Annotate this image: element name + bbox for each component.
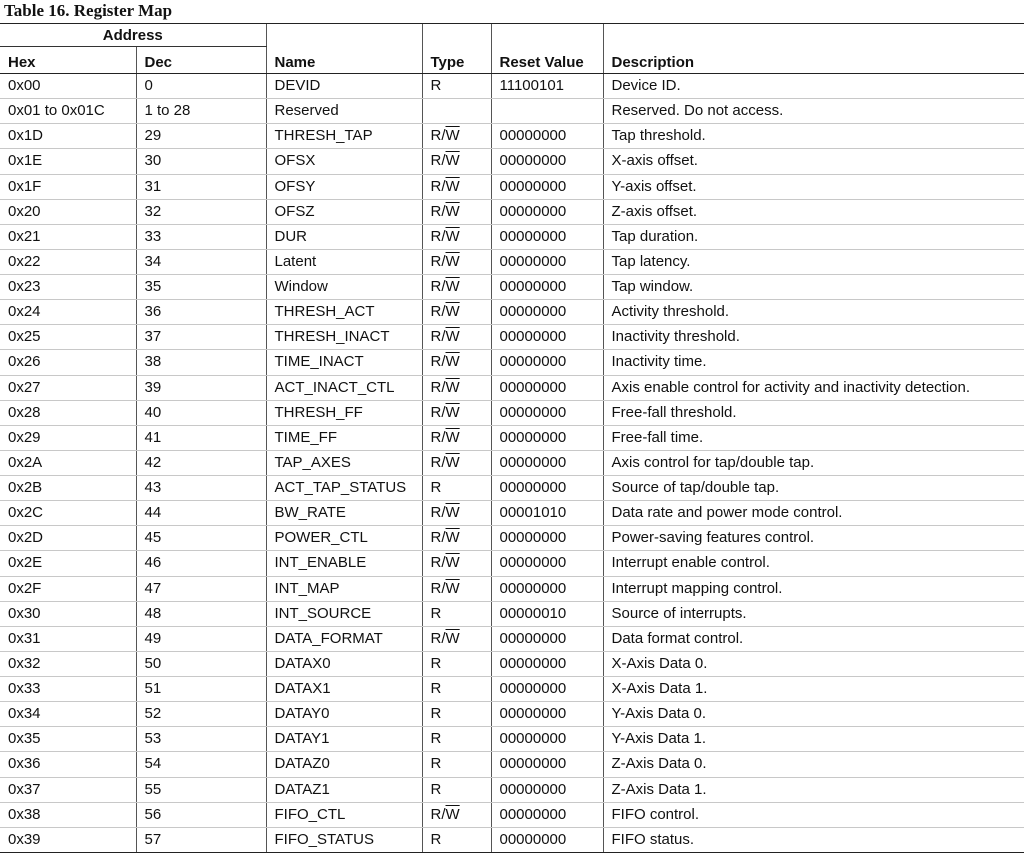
dec-cell: 56 <box>136 802 266 827</box>
dec-cell: 43 <box>136 476 266 501</box>
table-row <box>0 350 1024 375</box>
type-cell <box>422 224 491 249</box>
name-cell: DATAY1 <box>266 727 422 752</box>
type-write-overbar: $\overline{W}$ <box>445 227 460 245</box>
type-prefix: R/ <box>430 353 446 371</box>
type-cell <box>422 576 491 601</box>
dec-cell: 57 <box>136 827 266 852</box>
table-row <box>0 400 1024 425</box>
dec-cell: 48 <box>136 601 266 626</box>
hex-cell: 0x2B <box>0 476 136 501</box>
hex-cell: 0x2E <box>0 551 136 576</box>
type-prefix: R/ <box>430 278 446 296</box>
description-cell: Source of interrupts. <box>603 601 1024 626</box>
dec-cell: 45 <box>136 526 266 551</box>
type-write-overbar: $\overline{W}$ <box>445 278 460 296</box>
reset-value-cell: 00000000 <box>491 249 603 274</box>
description-cell: Y-Axis Data 1. <box>603 727 1024 752</box>
type-cell: R <box>422 476 491 501</box>
type-cell <box>422 425 491 450</box>
type-cell: R <box>422 702 491 727</box>
reset-value-cell: 00000000 <box>491 450 603 475</box>
name-cell: ACT_TAP_STATUS <box>266 476 422 501</box>
description-cell: Tap threshold. <box>603 124 1024 149</box>
type-prefix: R/ <box>430 453 446 471</box>
reset-value-cell: 00000000 <box>491 124 603 149</box>
type-column-header: Type <box>422 24 491 74</box>
description-cell: X-Axis Data 1. <box>603 677 1024 702</box>
description-cell: Inactivity time. <box>603 350 1024 375</box>
table-row <box>0 425 1024 450</box>
name-column-header: Name <box>266 24 422 74</box>
name-cell: DATAZ0 <box>266 752 422 777</box>
type-prefix: R/ <box>430 554 446 572</box>
name-cell: TIME_INACT <box>266 350 422 375</box>
table-row <box>0 626 1024 651</box>
type-cell <box>422 275 491 300</box>
table-row <box>0 300 1024 325</box>
name-cell: FIFO_CTL <box>266 802 422 827</box>
name-cell: DEVID <box>266 74 422 99</box>
name-cell: TAP_AXES <box>266 450 422 475</box>
name-cell: DATAZ1 <box>266 777 422 802</box>
description-cell: Device ID. <box>603 74 1024 99</box>
hex-cell: 0x34 <box>0 702 136 727</box>
reset-value-cell: 00000000 <box>491 425 603 450</box>
table-row <box>0 802 1024 827</box>
type-prefix: R/ <box>430 303 446 321</box>
reset-value-cell: 00000000 <box>491 476 603 501</box>
reset-value-cell: 00000000 <box>491 350 603 375</box>
type-write-overbar: $\overline{W}$ <box>445 403 460 421</box>
hex-cell: 0x1F <box>0 174 136 199</box>
reset-value-cell: 00000000 <box>491 275 603 300</box>
name-cell: ACT_INACT_CTL <box>266 375 422 400</box>
type-cell: R <box>422 677 491 702</box>
table-row <box>0 124 1024 149</box>
table-row <box>0 601 1024 626</box>
dec-cell: 41 <box>136 425 266 450</box>
name-cell: BW_RATE <box>266 501 422 526</box>
table-row <box>0 551 1024 576</box>
dec-cell: 35 <box>136 275 266 300</box>
dec-cell: 42 <box>136 450 266 475</box>
hex-cell: 0x2D <box>0 526 136 551</box>
type-write-overbar: $\overline{W}$ <box>445 303 460 321</box>
dec-cell: 54 <box>136 752 266 777</box>
header-row-group <box>0 24 1024 47</box>
name-cell: DATAY0 <box>266 702 422 727</box>
type-prefix: R/ <box>430 805 446 823</box>
type-write-overbar: $\overline{W}$ <box>445 177 460 195</box>
type-cell <box>422 249 491 274</box>
hex-cell: 0x01 to 0x01C <box>0 99 136 124</box>
description-cell: Y-axis offset. <box>603 174 1024 199</box>
dec-cell: 53 <box>136 727 266 752</box>
reset-value-cell: 00000000 <box>491 677 603 702</box>
name-cell: DATAX1 <box>266 677 422 702</box>
dec-cell: 50 <box>136 651 266 676</box>
hex-cell: 0x1D <box>0 124 136 149</box>
name-cell: OFSZ <box>266 199 422 224</box>
name-cell: THRESH_ACT <box>266 300 422 325</box>
hex-cell: 0x32 <box>0 651 136 676</box>
type-cell: R <box>422 74 491 99</box>
reset-value-cell: 00000000 <box>491 727 603 752</box>
description-cell: Reserved. Do not access. <box>603 99 1024 124</box>
name-cell: DATAX0 <box>266 651 422 676</box>
type-cell <box>422 450 491 475</box>
reset-value-cell: 00000000 <box>491 224 603 249</box>
reset-value-cell: 00000000 <box>491 400 603 425</box>
description-cell: Tap window. <box>603 275 1024 300</box>
dec-cell: 30 <box>136 149 266 174</box>
type-cell: R <box>422 752 491 777</box>
name-cell: POWER_CTL <box>266 526 422 551</box>
name-cell: FIFO_STATUS <box>266 827 422 852</box>
description-cell: X-Axis Data 0. <box>603 651 1024 676</box>
name-cell: INT_SOURCE <box>266 601 422 626</box>
type-cell <box>422 300 491 325</box>
dec-cell: 46 <box>136 551 266 576</box>
reset-value-cell: 00001010 <box>491 501 603 526</box>
reset-value-cell: 00000000 <box>491 752 603 777</box>
reset-value-cell: 00000000 <box>491 174 603 199</box>
name-cell: OFSX <box>266 149 422 174</box>
table-body <box>0 74 1024 853</box>
hex-cell: 0x28 <box>0 400 136 425</box>
hex-cell: 0x2A <box>0 450 136 475</box>
table-header <box>0 24 1024 74</box>
type-cell <box>422 626 491 651</box>
description-column-header: Description <box>603 24 1024 74</box>
table-row <box>0 450 1024 475</box>
table-row <box>0 727 1024 752</box>
table-row <box>0 275 1024 300</box>
description-cell: Free-fall threshold. <box>603 400 1024 425</box>
type-write-overbar: $\overline{W}$ <box>445 328 460 346</box>
type-cell <box>422 375 491 400</box>
dec-column-header: Dec <box>136 47 266 74</box>
hex-cell: 0x33 <box>0 677 136 702</box>
description-cell: Free-fall time. <box>603 425 1024 450</box>
type-cell <box>422 99 491 124</box>
type-cell <box>422 149 491 174</box>
dec-cell: 1 to 28 <box>136 99 266 124</box>
name-cell: THRESH_INACT <box>266 325 422 350</box>
description-cell: X-axis offset. <box>603 149 1024 174</box>
type-cell <box>422 199 491 224</box>
reset-value-cell: 00000000 <box>491 300 603 325</box>
description-cell: FIFO control. <box>603 802 1024 827</box>
hex-cell: 0x27 <box>0 375 136 400</box>
type-cell <box>422 551 491 576</box>
description-cell: Axis control for tap/double tap. <box>603 450 1024 475</box>
name-cell: Reserved <box>266 99 422 124</box>
type-write-overbar: $\overline{W}$ <box>445 629 460 647</box>
dec-cell: 37 <box>136 325 266 350</box>
description-cell: Tap latency. <box>603 249 1024 274</box>
table-title: Table 16. Register Map <box>4 1 173 20</box>
type-cell <box>422 802 491 827</box>
table-row <box>0 501 1024 526</box>
hex-cell: 0x35 <box>0 727 136 752</box>
type-write-overbar: $\overline{W}$ <box>445 378 460 396</box>
table-row <box>0 174 1024 199</box>
type-cell: R <box>422 601 491 626</box>
dec-cell: 29 <box>136 124 266 149</box>
type-cell <box>422 400 491 425</box>
name-cell: DUR <box>266 224 422 249</box>
type-cell <box>422 174 491 199</box>
type-prefix: R/ <box>430 504 446 522</box>
table-row <box>0 651 1024 676</box>
dec-cell: 39 <box>136 375 266 400</box>
name-cell: THRESH_TAP <box>266 124 422 149</box>
type-cell <box>422 350 491 375</box>
hex-cell: 0x30 <box>0 601 136 626</box>
reset-value-cell: 00000000 <box>491 375 603 400</box>
hex-cell: 0x25 <box>0 325 136 350</box>
description-cell: Y-Axis Data 0. <box>603 702 1024 727</box>
reset-value-cell: 00000000 <box>491 149 603 174</box>
type-prefix: R/ <box>430 252 446 270</box>
type-prefix: R/ <box>430 378 446 396</box>
dec-cell: 47 <box>136 576 266 601</box>
type-write-overbar: $\overline{W}$ <box>445 453 460 471</box>
type-prefix: R/ <box>430 403 446 421</box>
description-cell: Z-axis offset. <box>603 199 1024 224</box>
type-write-overbar: $\overline{W}$ <box>445 252 460 270</box>
reset-value-cell <box>491 99 603 124</box>
description-cell: Data rate and power mode control. <box>603 501 1024 526</box>
description-cell: Z-Axis Data 0. <box>603 752 1024 777</box>
type-prefix: R/ <box>430 579 446 597</box>
hex-cell: 0x24 <box>0 300 136 325</box>
type-prefix: R/ <box>430 328 446 346</box>
type-write-overbar: $\overline{W}$ <box>445 353 460 371</box>
table-row <box>0 99 1024 124</box>
reset-value-cell: 00000000 <box>491 199 603 224</box>
reset-value-cell: 00000000 <box>491 802 603 827</box>
type-write-overbar: $\overline{W}$ <box>445 428 460 446</box>
type-write-overbar: $\overline{W}$ <box>445 554 460 572</box>
type-prefix: R/ <box>430 177 446 195</box>
description-cell: Power-saving features control. <box>603 526 1024 551</box>
type-cell: R <box>422 827 491 852</box>
table-row <box>0 74 1024 99</box>
name-cell: Window <box>266 275 422 300</box>
dec-cell: 34 <box>136 249 266 274</box>
dec-cell: 33 <box>136 224 266 249</box>
type-cell <box>422 124 491 149</box>
type-prefix: R/ <box>430 227 446 245</box>
table-row <box>0 752 1024 777</box>
table-row <box>0 224 1024 249</box>
type-write-overbar: $\overline{W}$ <box>445 529 460 547</box>
reset-value-column-header: Reset Value <box>491 24 603 74</box>
address-group-header: Address <box>0 24 266 47</box>
type-write-overbar: $\overline{W}$ <box>445 504 460 522</box>
type-cell <box>422 325 491 350</box>
table-row <box>0 199 1024 224</box>
name-cell: OFSY <box>266 174 422 199</box>
hex-cell: 0x23 <box>0 275 136 300</box>
description-cell: Axis enable control for activity and inactivity detection. <box>603 375 1024 400</box>
description-cell: Inactivity threshold. <box>603 325 1024 350</box>
type-cell <box>422 526 491 551</box>
reset-value-cell: 00000000 <box>491 325 603 350</box>
dec-cell: 52 <box>136 702 266 727</box>
reset-value-cell: 00000000 <box>491 526 603 551</box>
type-prefix: R/ <box>430 202 446 220</box>
hex-cell: 0x37 <box>0 777 136 802</box>
table-row <box>0 526 1024 551</box>
dec-cell: 38 <box>136 350 266 375</box>
hex-cell: 0x36 <box>0 752 136 777</box>
type-prefix: R/ <box>430 127 446 145</box>
table-row <box>0 149 1024 174</box>
reset-value-cell: 00000000 <box>491 702 603 727</box>
description-cell: Source of tap/double tap. <box>603 476 1024 501</box>
name-cell: Latent <box>266 249 422 274</box>
dec-cell: 31 <box>136 174 266 199</box>
dec-cell: 0 <box>136 74 266 99</box>
type-write-overbar: $\overline{W}$ <box>445 202 460 220</box>
dec-cell: 55 <box>136 777 266 802</box>
table-row <box>0 476 1024 501</box>
table-row <box>0 325 1024 350</box>
table-row <box>0 677 1024 702</box>
hex-cell: 0x2C <box>0 501 136 526</box>
hex-cell: 0x2F <box>0 576 136 601</box>
reset-value-cell: 00000000 <box>491 626 603 651</box>
name-cell: INT_ENABLE <box>266 551 422 576</box>
reset-value-cell: 11100101 <box>491 74 603 99</box>
reset-value-cell: 00000000 <box>491 651 603 676</box>
table-row <box>0 777 1024 802</box>
type-cell: R <box>422 777 491 802</box>
dec-cell: 36 <box>136 300 266 325</box>
reset-value-cell: 00000010 <box>491 601 603 626</box>
description-cell: Tap duration. <box>603 224 1024 249</box>
register-map-table <box>0 23 1024 853</box>
hex-cell: 0x29 <box>0 425 136 450</box>
hex-cell: 0x1E <box>0 149 136 174</box>
name-cell: DATA_FORMAT <box>266 626 422 651</box>
type-write-overbar: $\overline{W}$ <box>445 127 460 145</box>
table-row <box>0 249 1024 274</box>
name-cell: TIME_FF <box>266 425 422 450</box>
type-cell: R <box>422 651 491 676</box>
dec-cell: 51 <box>136 677 266 702</box>
hex-column-header: Hex <box>0 47 136 74</box>
type-prefix: R/ <box>430 529 446 547</box>
type-write-overbar: $\overline{W}$ <box>445 579 460 597</box>
description-cell: Z-Axis Data 1. <box>603 777 1024 802</box>
table-row <box>0 702 1024 727</box>
reset-value-cell: 00000000 <box>491 777 603 802</box>
table-row <box>0 375 1024 400</box>
dec-cell: 49 <box>136 626 266 651</box>
type-cell <box>422 501 491 526</box>
table-row <box>0 576 1024 601</box>
name-cell: INT_MAP <box>266 576 422 601</box>
hex-cell: 0x38 <box>0 802 136 827</box>
hex-cell: 0x26 <box>0 350 136 375</box>
description-cell: Activity threshold. <box>603 300 1024 325</box>
description-cell: Interrupt mapping control. <box>603 576 1024 601</box>
dec-cell: 40 <box>136 400 266 425</box>
description-cell: Data format control. <box>603 626 1024 651</box>
dec-cell: 32 <box>136 199 266 224</box>
name-cell: THRESH_FF <box>266 400 422 425</box>
hex-cell: 0x21 <box>0 224 136 249</box>
hex-cell: 0x31 <box>0 626 136 651</box>
dec-cell: 44 <box>136 501 266 526</box>
hex-cell: 0x20 <box>0 199 136 224</box>
type-prefix: R/ <box>430 428 446 446</box>
type-prefix: R/ <box>430 152 446 170</box>
type-cell: R <box>422 727 491 752</box>
hex-cell: 0x22 <box>0 249 136 274</box>
hex-cell: 0x39 <box>0 827 136 852</box>
type-write-overbar: $\overline{W}$ <box>445 805 460 823</box>
type-prefix: R/ <box>430 629 446 647</box>
reset-value-cell: 00000000 <box>491 551 603 576</box>
reset-value-cell: 00000000 <box>491 576 603 601</box>
reset-value-cell: 00000000 <box>491 827 603 852</box>
description-cell: FIFO status. <box>603 827 1024 852</box>
description-cell: Interrupt enable control. <box>603 551 1024 576</box>
hex-cell: 0x00 <box>0 74 136 99</box>
type-write-overbar: $\overline{W}$ <box>445 152 460 170</box>
